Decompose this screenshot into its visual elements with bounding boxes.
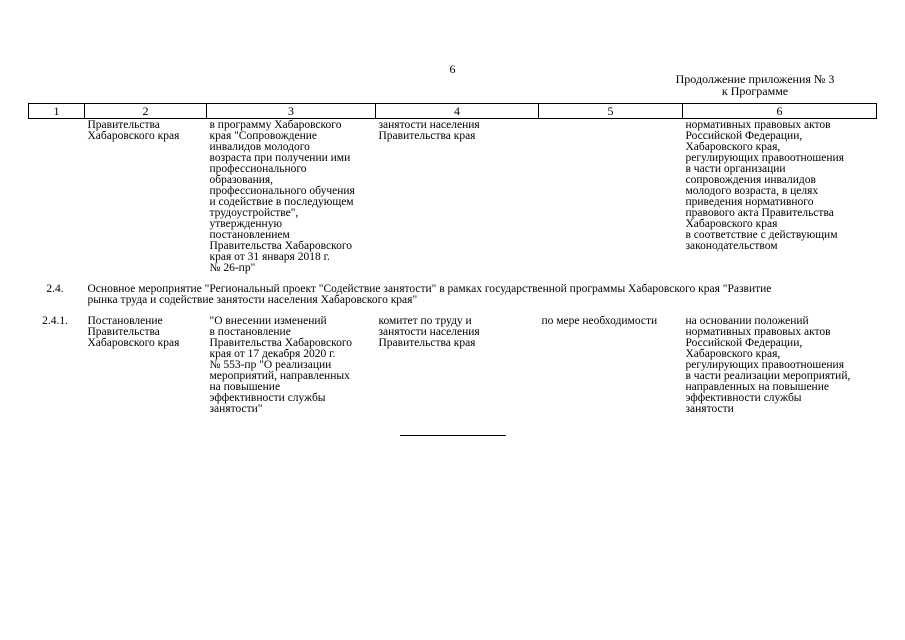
table-cell <box>207 316 376 415</box>
cell-line: Российской Федерации, <box>685 130 803 142</box>
footer-rule <box>400 435 506 436</box>
table-cell <box>85 316 207 415</box>
cell-line: комитет по труду и <box>378 315 472 327</box>
cell-line: регулирующих правоотношения <box>685 359 844 371</box>
cell-line: профессионального <box>209 163 307 175</box>
appendix-note <box>660 73 850 97</box>
cell-line: и содействие в последующем <box>209 196 354 208</box>
cell-line: на основании положений <box>685 315 809 327</box>
column-header: 2 <box>85 104 207 119</box>
cell-line: направленных на повышение <box>685 381 829 393</box>
cell-line: в части реализации мероприятий, <box>685 370 851 382</box>
column-header: 1 <box>29 104 85 119</box>
row-number-cell: 2.4.1. <box>42 315 68 327</box>
cell-line: постановлением <box>209 229 290 241</box>
table-row-section <box>29 284 877 306</box>
cell-line: профессионального обучения <box>209 185 355 197</box>
table-cell <box>85 119 207 275</box>
section-title-cell <box>85 284 877 306</box>
page-number: 6 <box>449 62 456 76</box>
cell-line: Правительства Хабаровского <box>209 240 353 252</box>
cell-line: Правительства края <box>378 130 476 142</box>
cell-line: края от 17 декабря 2020 г. <box>209 348 336 360</box>
cell-line: в части организации <box>685 163 786 175</box>
cell-line: рынка труда и содействие занятости населения Хабаровского края" <box>87 294 418 306</box>
column-header: 4 <box>376 104 539 119</box>
cell-line: эффективности службы <box>209 392 326 404</box>
cell-line: "О внесении изменений <box>209 315 327 327</box>
row-number-cell <box>29 119 85 275</box>
cell-line: Правительства края <box>378 337 476 349</box>
cell-line: по мере необходимости <box>541 315 658 327</box>
cell-line: приведения нормативного <box>685 196 814 208</box>
cell-line: нормативных правовых актов <box>685 119 831 131</box>
cell-line: края от 31 января 2018 г. <box>209 251 330 263</box>
cell-line: трудоустройстве", <box>209 207 299 219</box>
table-row <box>29 316 877 415</box>
table-cell <box>683 316 877 415</box>
cell-line: Хабаровского края <box>87 337 180 349</box>
column-header: 5 <box>539 104 683 119</box>
cell-line: Постановление <box>87 315 163 327</box>
cell-line: края "Сопровождение <box>209 130 318 142</box>
appendix-note-line: к Программе <box>721 84 789 98</box>
cell-line: Основное мероприятие "Региональный проект "Содействие занятости" в рамках государственной программы Хабаровского края "Развитие <box>87 283 772 295</box>
cell-line: инвалидов молодого <box>209 141 310 153</box>
cell-line: Хабаровского края <box>87 130 180 142</box>
cell-line: Хабаровского края, <box>685 141 781 153</box>
cell-line: занятости" <box>209 403 263 415</box>
cell-line: занятости населения <box>378 326 480 338</box>
cell-line: в программу Хабаровского <box>209 119 342 131</box>
appendix-note-line: Продолжение приложения № 3 <box>675 72 835 86</box>
cell-line: мероприятий, направленных <box>209 370 350 382</box>
cell-line: занятости <box>685 403 734 415</box>
cell-line: правового акта Правительства <box>685 207 834 219</box>
cell-line: в соответствие с действующим <box>685 229 838 241</box>
cell-line: занятости населения <box>378 119 480 131</box>
cell-line: Правительства <box>87 326 160 338</box>
column-header: 6 <box>683 104 877 119</box>
cell-line: Хабаровского края, <box>685 348 781 360</box>
cell-line: регулирующих правоотношения <box>685 152 844 164</box>
table-row <box>29 119 877 275</box>
cell-line: Российской Федерации, <box>685 337 803 349</box>
table-cell <box>539 119 683 275</box>
cell-line: Правительства <box>87 119 160 131</box>
cell-line: образования, <box>209 174 274 186</box>
table-cell <box>683 119 877 275</box>
cell-line: эффективности службы <box>685 392 802 404</box>
cell-line: на повышение <box>209 381 281 393</box>
cell-line: утвержденную <box>209 218 283 230</box>
row-number-cell: 2.4. <box>46 283 64 295</box>
column-header: 3 <box>207 104 376 119</box>
program-table <box>28 103 877 415</box>
cell-line: возраста при получении ими <box>209 152 351 164</box>
cell-line: № 553-пр "О реализации <box>209 359 332 371</box>
table-cell <box>376 316 539 415</box>
cell-line: сопровождения инвалидов <box>685 174 816 186</box>
table-header-row <box>29 104 877 119</box>
cell-line: Хабаровского края <box>685 218 778 230</box>
cell-line: № 26-пр" <box>209 262 256 274</box>
cell-line: Правительства Хабаровского <box>209 337 353 349</box>
cell-line: нормативных правовых актов <box>685 326 831 338</box>
table-cell <box>376 119 539 275</box>
cell-line: молодого возраста, в целях <box>685 185 819 197</box>
table-cell <box>539 316 683 415</box>
cell-line: в постановление <box>209 326 291 338</box>
cell-line: законодательством <box>685 240 778 252</box>
table-cell <box>207 119 376 275</box>
